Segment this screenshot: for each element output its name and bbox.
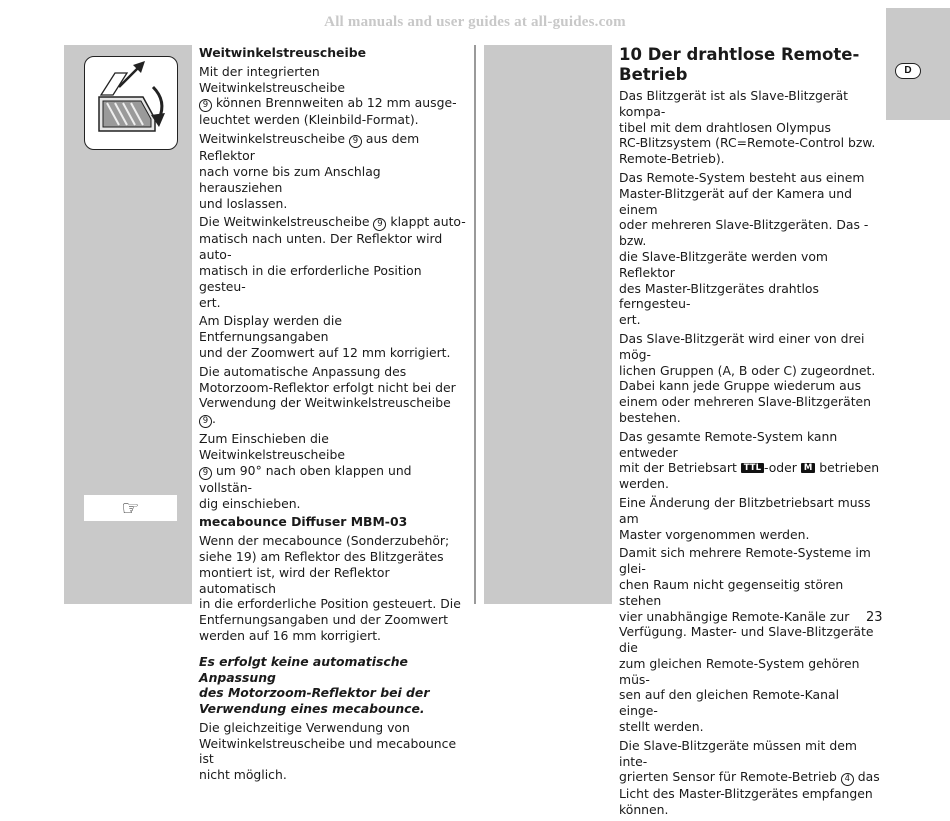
column-divider	[474, 45, 476, 604]
ref-number: 9	[373, 218, 386, 231]
text-span: Weitwinkelstreuscheibe	[199, 131, 349, 147]
text-span: klappt auto- matisch nach unten. Der Reflektor wird auto- matisch in die erforderliche Position gesteu- ert.	[199, 214, 466, 310]
wide-angle-diffuser-illustration	[84, 56, 178, 150]
text-span: können Brennweiten ab 12 mm ausge- leuchtet werden (Kleinbild-Format).	[199, 95, 457, 128]
paragraph: Das Blitzgerät ist als Slave-Blitzgerät kompa- tibel mit dem drahtlosen Olympus RC-Blitzsystem (RC=Remote-Control bzw. Remote-Betrieb).	[619, 88, 876, 167]
text-span: Die Slave-Blitzgeräte müssen mit dem inte- grierten Sensor für Remote-Betrieb	[619, 737, 857, 785]
text-span: das Licht des Master-Blitzgerätes empfangen können.	[619, 769, 880, 818]
text-span: Mit der integrierten Weitwinkelstreuscheibe	[199, 63, 345, 95]
pointing-hand-icon: ☞	[121, 496, 140, 520]
text-span: Das gesamte Remote-System kann entweder mit der Betriebsart	[619, 428, 838, 476]
paragraph: Damit sich mehrere Remote-Systeme im glei- chen Raum nicht gegenseitig stören stehen vier unabhängige Remote-Kanäle zur Verfügung. Master- und Slave-Blitzgeräte die zum gleichen Remote-System gehören müs- sen auf den gleichen Remote-Kanal einge- stellt werden.	[619, 545, 874, 735]
text-span: Die Weitwinkelstreuscheibe	[199, 214, 374, 230]
paragraph: Am Display werden die Entfernungsangaben und der Zoomwert auf 12 mm korrigiert.	[199, 313, 451, 360]
paragraph	[199, 364, 467, 428]
ref-number: 9	[199, 415, 212, 428]
paragraph	[199, 131, 467, 211]
note-marker	[84, 495, 177, 521]
text-span: Zum Einschieben die Weitwinkelstreuscheibe	[199, 431, 345, 462]
ttl-mode-badge: TTL	[741, 463, 764, 473]
paragraph: Eine Änderung der Blitzbetriebsart muss am Master vorgenommen werden.	[619, 494, 871, 542]
wide-angle-diffuser-icon	[85, 57, 176, 148]
text-span: Die automatische Anpassung des Motorzoom-Reflektor erfolgt nicht bei der Verwendung der Weitwinkelstreuscheibe	[199, 363, 456, 411]
paragraph	[619, 429, 881, 492]
text-span: um 90° nach oben klappen und vollstän- dig einschieben.	[199, 462, 412, 511]
manual-mode-badge: M	[801, 463, 815, 473]
section-heading-mecabounce: mecabounce Diffuser MBM-03	[199, 514, 408, 530]
text-span: -oder	[764, 460, 801, 476]
paragraph: Das Remote-System besteht aus einem Master-Blitzgerät auf der Kamera und einem oder mehreren Slave-Blitzgeräten. Das - bzw. die Slave-Blitzgeräte werden vom Reflektor des Master-Blitzgerätes drahtlos ferngesteu- ert.	[619, 169, 869, 328]
paragraph: Wenn der mecabounce (Sonderzubehör; siehe 19) am Reflektor des Blitzgerätes montiert ist, wird der Reflektor automatisch in die erforderliche Position gesteuert. Die Entfernungsangaben und der Zoomwert werden auf 16 mm korrigiert.	[199, 533, 461, 643]
text-span: betrieben werden.	[619, 460, 880, 492]
right-margin-column	[484, 45, 612, 604]
right-text-column	[619, 45, 881, 821]
text-span: .	[212, 411, 216, 427]
paragraph	[199, 64, 467, 128]
left-text-column	[199, 45, 467, 786]
watermark: All manuals and user guides at all-guides.com	[324, 14, 626, 30]
paragraph	[199, 431, 467, 511]
paragraph	[199, 214, 467, 310]
language-badge: D	[895, 63, 921, 79]
ref-number: 4	[841, 773, 854, 786]
chapter-heading: 10 Der drahtlose Remote-Betrieb	[619, 45, 860, 84]
text-span: aus dem Reflektor nach vorne bis zum Anschlag herausziehen und loslassen.	[199, 131, 420, 211]
ref-number: 9	[199, 467, 212, 480]
paragraph	[619, 738, 881, 818]
ref-number: 9	[349, 135, 362, 148]
section-heading-wide-angle: Weitwinkelstreuscheibe	[199, 45, 366, 60]
note-text: Es erfolgt keine automatische Anpassung des Motorzoom-Reflektor bei der Verwendung eines mecabounce.	[199, 653, 430, 717]
ref-number: 9	[199, 99, 212, 112]
paragraph: Die gleichzeitige Verwendung von Weitwinkelstreuscheibe und mecabounce ist nicht möglich.	[199, 719, 457, 783]
page-number: 23	[866, 610, 883, 625]
paragraph: Das Slave-Blitzgerät wird einer von drei mög- lichen Gruppen (A, B oder C) zugeordnet. Dabei kann jede Gruppe wiederum aus einem oder mehreren Slave-Blitzgeräten bestehen.	[619, 330, 876, 425]
